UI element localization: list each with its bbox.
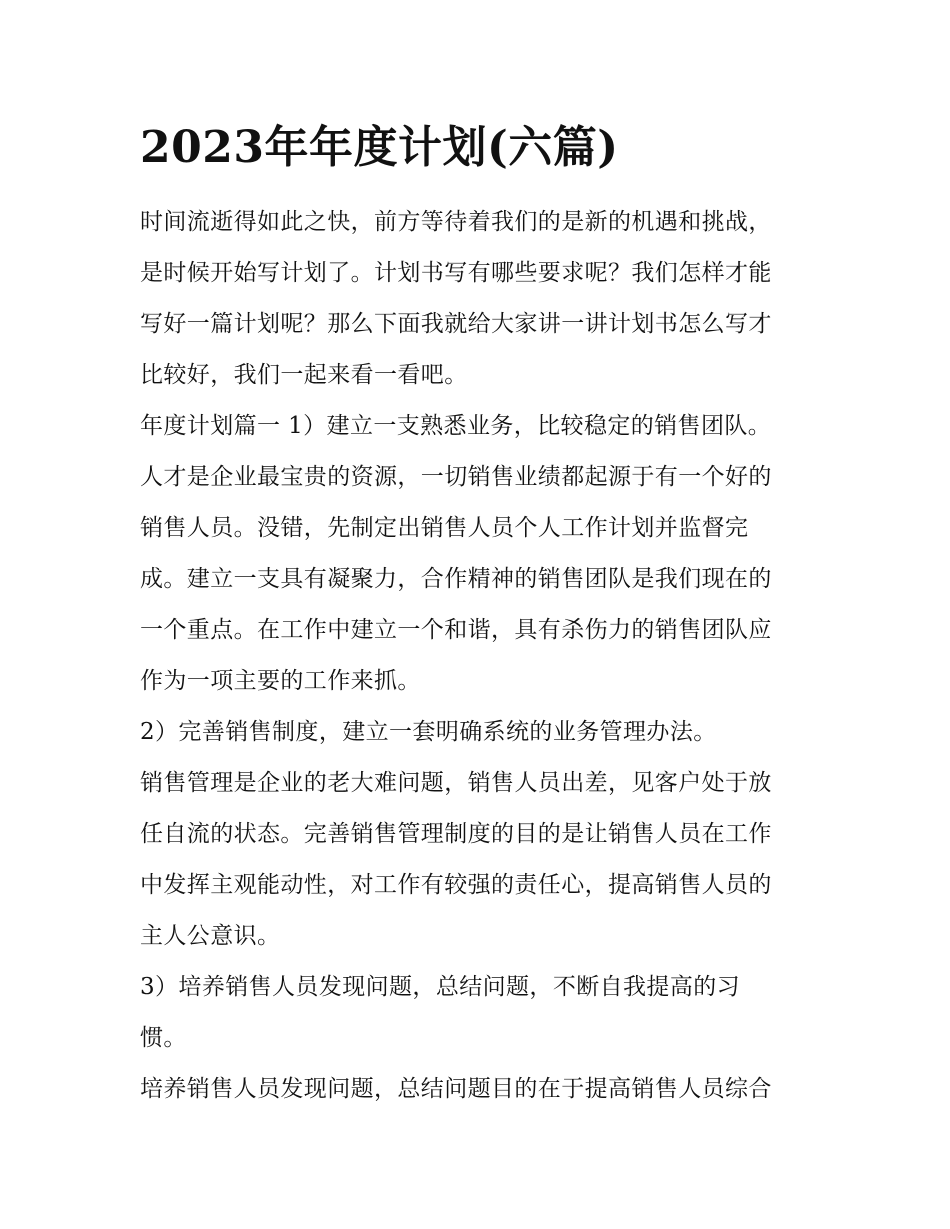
text-line: 任自流的状态。完善销售管理制度的目的是让销售人员在工作 [140,821,772,847]
text-line: 3）培养销售人员发现问题，总结问题，不断自我提高的习 [140,974,741,1000]
text-line: 销售人员。没错，先制定出销售人员个人工作计划并监督完 [140,515,749,541]
text-line: 一个重点。在工作中建立一个和谐，具有杀伤力的销售团队应 [140,617,772,643]
text-line: 中发挥主观能动性，对工作有较强的责任心，提高销售人员的 [140,872,772,898]
document-body [140,197,820,1115]
text-line: 年度计划篇一 1）建立一支熟悉业务，比较稳定的销售团队。 [140,413,772,439]
document-title: 2023年年度计划(六篇) [140,122,619,173]
text-line: 主人公意识。 [140,923,281,949]
text-line: 成。建立一支具有凝聚力，合作精神的销售团队是我们现在的 [140,566,772,592]
text-line: 销售管理是企业的老大难问题，销售人员出差，见客户处于放 [140,770,772,796]
text-line: 是时候开始写计划了。计划书写有哪些要求呢？我们怎样才能 [140,260,772,286]
text-line: 作为一项主要的工作来抓。 [140,668,421,694]
text-line: 2）完善销售制度，建立一套明确系统的业务管理办法。 [140,719,717,745]
text-line: 时间流逝得如此之快，前方等待着我们的是新的机遇和挑战， [140,209,772,235]
text-line: 人才是企业最宝贵的资源，一切销售业绩都起源于有一个好的 [140,464,772,490]
text-line: 比较好，我们一起来看一看吧。 [140,362,468,388]
text-line: 培养销售人员发现问题，总结问题目的在于提高销售人员综合 [140,1076,772,1102]
text-line: 惯。 [140,1025,187,1051]
text-line: 写好一篇计划呢？那么下面我就给大家讲一讲计划书怎么写才 [140,311,772,337]
